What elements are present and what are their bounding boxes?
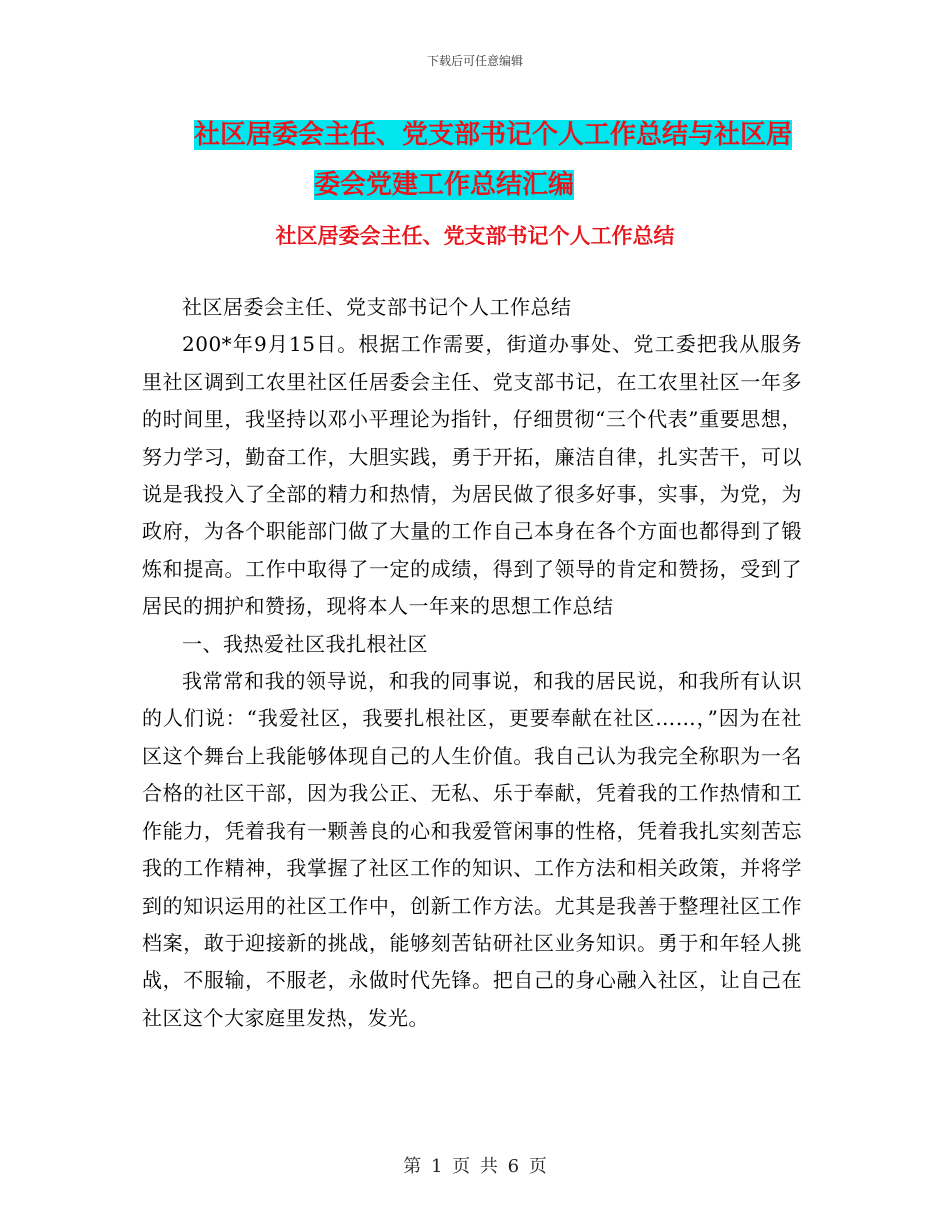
document-main-title — [150, 110, 850, 210]
paragraph-intro: 200*年9月15日。根据工作需要，街道办事处、党工委把我从服务里社区调到工农里社区任居委会主任、党支部书记，在工农里社区一年多的时间里，我坚持以邓小平理论为指针，仔细贯彻“三个代表”重要思想，努力学习，勤奋工作，大胆实践，勇于开拓，廉洁自律，扎实苦干，可以说是我投入了全部的精力和热情，为居民做了很多好事，实事，为党，为政府，为各个职能部门做了大量的工作自己本身在各个方面也都得到了锻炼和提高。工作中取得了一定的成绩，得到了领导的肯定和赞扬，受到了居民的拥护和赞扬，现将本人一年来的思想工作总结 — [142, 332, 802, 619]
paragraph-heading-1: 一、我热爱社区我扎根社区 — [182, 631, 428, 656]
document-body — [142, 289, 802, 1037]
page-footer: 第 1 页 共 6 页 — [403, 1156, 547, 1177]
paragraph-subtitle: 社区居委会主任、党支部书记个人工作总结 — [182, 295, 572, 319]
main-title-line-1: 社区居委会主任、党支部书记个人工作总结与社区居 — [194, 120, 793, 150]
page-header-note: 下载后可任意编辑 — [426, 54, 523, 68]
section-title: 社区居委会主任、党支部书记个人工作总结 — [275, 224, 675, 248]
main-title-line-2: 委会党建工作总结汇编 — [314, 170, 575, 200]
paragraph-body-1: 我常常和我的领导说，和我的同事说，和我的居民说，和我所有认识的人们说：“我爱社区，我要扎根社区，更要奉献在社区……，”因为在社区这个舞台上我能够体现自己的人生价值。我自己认为我完全称职为一名合格的社区干部，因为我公正、无私、乐于奉献，凭着我的工作热情和工作能力，凭着我有一颗善良的心和我爱管闲事的性格，凭着我扎实刻苦忘我的工作精神，我掌握了社区工作的知识、工作方法和相关政策，并将学到的知识运用的社区工作中，创新工作方法。尤其是我善于整理社区工作档案，敢于迎接新的挑战，能够刻苦钻研社区业务知识。勇于和年轻人挑战，不服输，不服老，永做时代先锋。把自己的身心融入社区，让自己在社区这个大家庭里发热，发光。 — [142, 669, 802, 1030]
